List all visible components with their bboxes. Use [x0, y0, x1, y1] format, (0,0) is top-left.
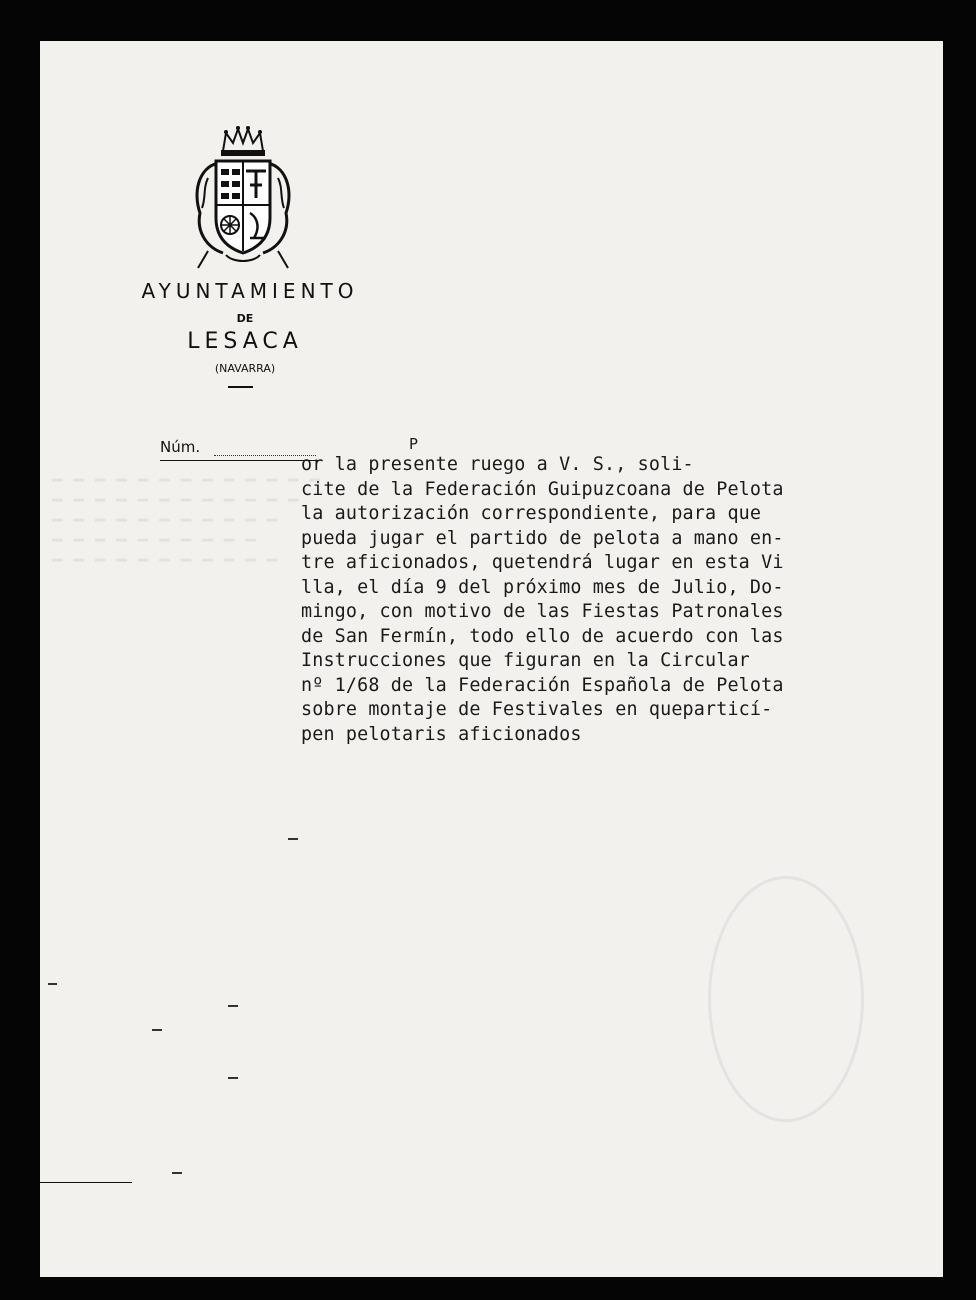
bottom-rule	[40, 1182, 132, 1183]
letter-body	[301, 453, 784, 747]
stray-mark	[48, 983, 57, 985]
header-de: DE	[236, 312, 254, 325]
header-municipality: LESACA	[187, 329, 303, 354]
coat-of-arms-icon	[188, 123, 298, 273]
letter-line: Instrucciones que figuran en la Circular	[301, 650, 750, 671]
stray-mark	[172, 1172, 182, 1174]
faded-stamp	[708, 876, 864, 1122]
stray-mark	[288, 838, 298, 840]
letter-line: cite de la Federación Guipuzcoana de Pelota	[301, 478, 784, 500]
letter-line: or la presente ruego a V. S., soli-	[301, 454, 694, 475]
letter-line: mingo, con motivo de las Fiestas Patronales	[301, 601, 784, 622]
bleed-through-texture: ━ ━ ━ ━ ━ ━ ━ ━ ━ ━ ━ ━ ━ ━ ━ ━ ━ ━ ━ ━ ━ ━ ━ ━ ━ ━ ━ ━ ━ ━ ━ ━ ━ ━ ━ ━ ━ ━ ━ ━ ━ ━ ━ ━ ━ ━ ━ ━ ━ ━ ━ ━ ━ ━ ━ ━ ━	[52, 471, 321, 571]
letter-line: sobre montaje de Festivales en queparticí-	[301, 699, 773, 720]
header-region: (NAVARRA)	[214, 362, 276, 375]
stray-mark	[152, 1029, 162, 1031]
letter-line: pen pelotaris aficionados	[301, 723, 582, 745]
letter-line: la autorización correspondiente, para que	[301, 503, 762, 524]
number-underline	[160, 460, 318, 461]
letter-line: de San Fermín, todo ello de acuerdo con las	[301, 625, 784, 647]
letter-line: pueda jugar el partido de pelota a mano en-	[301, 527, 784, 549]
letter-line: nº 1/68 de la Federación Española de Pelota	[301, 674, 784, 696]
letter-line: tre aficionados, quetendrá lugar en esta Vi	[301, 552, 784, 573]
stray-mark	[228, 1005, 238, 1007]
document-sheet	[40, 41, 943, 1277]
number-label: Núm.	[160, 438, 201, 456]
header-ayuntamiento: AYUNTAMIENTO	[141, 279, 359, 303]
header-divider	[228, 386, 253, 388]
letter-line: lla, el día 9 del próximo mes de Julio, Do-	[301, 576, 784, 598]
typed-initial: P	[409, 435, 419, 453]
stray-mark	[228, 1077, 238, 1079]
